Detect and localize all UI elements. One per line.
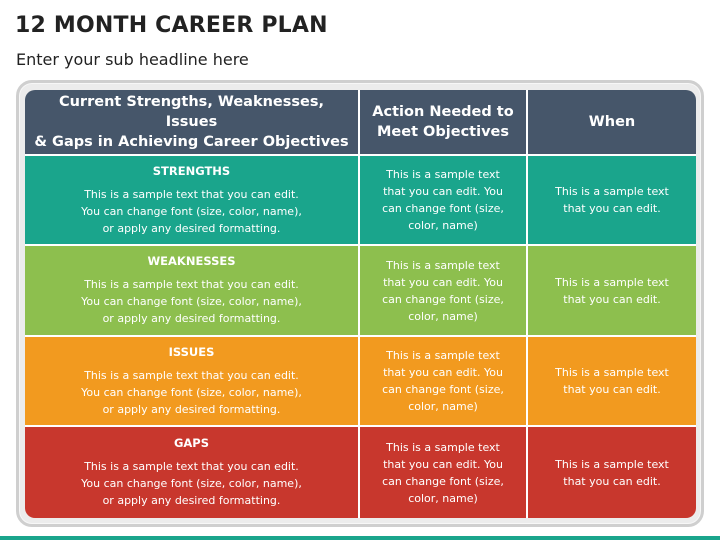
header-label-when: When <box>588 114 636 130</box>
table-row-gaps-when <box>528 427 696 518</box>
row-description: This is a sample text that you can edit. You can change font (size, color, name), or apply any desired formatting. <box>81 187 302 235</box>
table-row-strengths-description <box>25 156 360 246</box>
row-when-text: This is a sample text that you can edit. <box>555 275 669 306</box>
row-description: This is a sample text that you can edit. You can change font (size, color, name), or apply any desired formatting. <box>81 278 302 325</box>
table-row-issues-when <box>528 337 696 427</box>
row-label: WEAKNESSES <box>147 254 236 268</box>
row-when-text: This is a sample text that you can edit. <box>555 457 669 488</box>
table-row-gaps-description <box>25 427 360 518</box>
header-cell-when <box>528 90 696 156</box>
row-when-text: This is a sample text that you can edit. <box>555 185 669 215</box>
header-cell-action <box>360 90 528 156</box>
table-row-issues-description <box>25 337 360 427</box>
career-plan-table <box>25 90 696 518</box>
footer-accent-bar <box>0 536 720 540</box>
row-action-text: This is a sample text that you can edit. You can change font (size, color, name) <box>382 258 504 323</box>
table-row-issues-action <box>360 337 528 427</box>
row-label: STRENGTHS <box>152 163 231 178</box>
header-cell-current-state <box>25 90 360 156</box>
row-description: This is a sample text that you can edit. You can change font (size, color, name), or apply any desired formatting. <box>81 460 302 507</box>
row-description: This is a sample text that you can edit. You can change font (size, color, name), or apply any desired formatting. <box>81 368 302 416</box>
table-row-weaknesses-when <box>528 246 696 337</box>
slide-title: 12 MONTH CAREER PLAN <box>15 13 328 38</box>
table-row-strengths-when <box>528 156 696 246</box>
row-action-text: This is a sample text that you can edit. You can change font (size, color, name) <box>382 168 504 232</box>
header-label-current-state: Current Strengths, Weaknesses, Issues & Gaps in Achieving Career Objectives <box>34 94 349 150</box>
row-label: GAPS <box>173 436 210 450</box>
header-label-action: Action Needed to Meet Objectives <box>372 104 514 140</box>
row-when-text: This is a sample text that you can edit. <box>555 366 669 396</box>
row-label: ISSUES <box>168 344 215 359</box>
table-row-weaknesses-description <box>25 246 360 337</box>
table-row-strengths-action <box>360 156 528 246</box>
table-row-gaps-action <box>360 427 528 518</box>
slide-subtitle: Enter your sub headline here <box>16 50 249 69</box>
table-row-weaknesses-action <box>360 246 528 337</box>
row-action-text: This is a sample text that you can edit. You can change font (size, color, name) <box>382 440 504 505</box>
row-action-text: This is a sample text that you can edit. You can change font (size, color, name) <box>382 349 504 413</box>
